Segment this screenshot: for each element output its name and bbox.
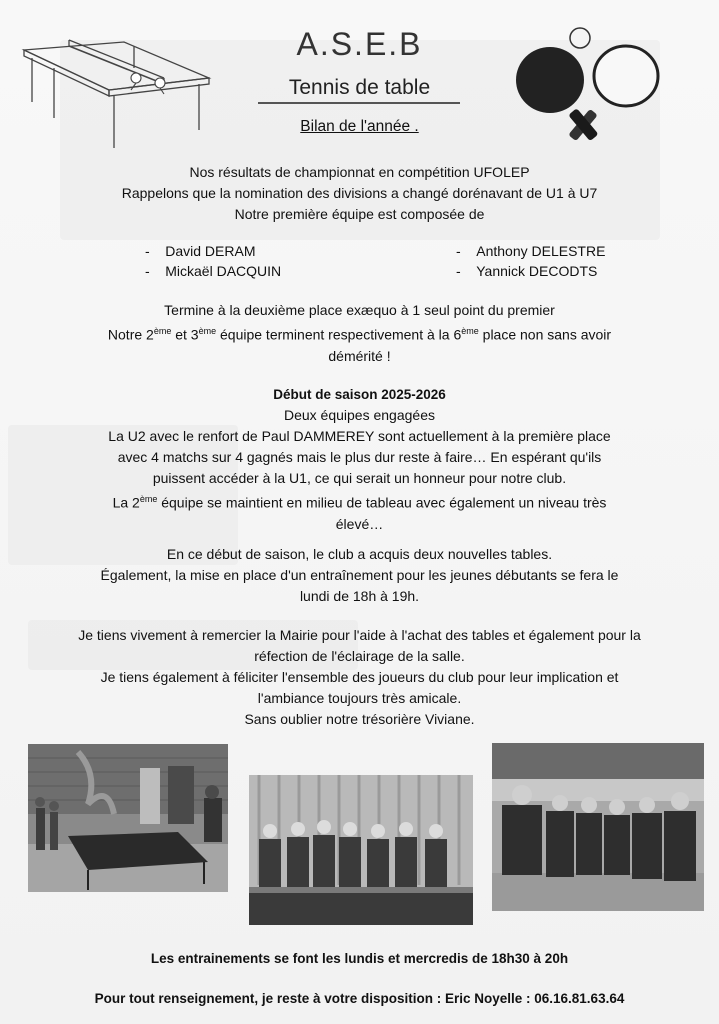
season-heading: Début de saison 2025-2026	[273, 387, 446, 402]
news-paragraph	[0, 544, 719, 607]
news-line-3: lundi de 18h à 19h.	[299, 588, 420, 604]
thanks-paragraph	[0, 625, 719, 730]
team-member	[456, 263, 597, 279]
training-room-photo	[28, 744, 228, 892]
season-line-5: La 2ème équipe se maintient en milieu de tableau avec également un niveau très	[112, 494, 607, 511]
season-line-6: élevé…	[335, 515, 384, 532]
results-paragraph	[0, 162, 719, 225]
results-line-3: Notre première équipe est composée de	[234, 206, 485, 222]
news-line-2: Également, la mise en place d'un entraînement pour les jeunes débutants se fera le	[100, 567, 619, 583]
season-line-2: La U2 avec le renfort de Paul DAMMEREY sont actuellement à la première place	[108, 428, 611, 444]
thanks-line-3: Je tiens également à féliciter l'ensemble des joueurs du club pour leur implication et	[100, 669, 619, 685]
thanks-line-5: Sans oublier notre trésorière Viviane.	[244, 711, 475, 727]
team-member-name: Anthony DELESTRE	[476, 243, 606, 259]
team-photo	[249, 775, 473, 925]
team-member-name: David DERAM	[165, 243, 256, 259]
contact-info: Pour tout renseignement, je reste à votre disposition : Eric Noyelle : 06.16.81.63.64	[94, 991, 625, 1006]
page-title: A.S.E.B	[296, 26, 423, 62]
team-member-name: Yannick DECODTS	[476, 263, 598, 279]
season-line-4: puissent accéder à la U1, ce qui serait un honneur pour notre club.	[152, 470, 567, 486]
news-line-1: En ce début de saison, le club a acquis deux nouvelles tables.	[166, 546, 553, 562]
team-member-name: Mickaël DACQUIN	[165, 263, 282, 279]
thanks-line-1: Je tiens vivement à remercier la Mairie pour l'aide à l'achat des tables et également pour la	[78, 627, 641, 643]
results-line-1: Nos résultats de championnat en compétition UFOLEP	[189, 164, 530, 180]
ranking-paragraph	[0, 300, 719, 367]
title-divider	[258, 102, 460, 104]
ranking-line-3: démérité !	[328, 347, 391, 364]
players-photo	[492, 743, 704, 911]
team-member	[456, 243, 605, 259]
season-line-3: avec 4 matchs sur 4 gagnés mais le plus dur reste à faire… En espérant qu'ils	[117, 449, 602, 465]
team-member	[145, 263, 281, 279]
page-subtitle: Tennis de table	[288, 76, 431, 99]
season-line-1: Deux équipes engagées	[283, 407, 435, 423]
bullet: -	[456, 263, 461, 279]
bullet: -	[145, 243, 150, 259]
season-paragraph	[0, 384, 719, 535]
results-line-2: Rappelons que la nomination des divisions a changé dorénavant de U1 à U7	[121, 185, 598, 201]
bullet: -	[456, 243, 461, 259]
thanks-line-2: réfection de l'éclairage de la salle.	[254, 648, 465, 664]
team-member	[145, 243, 255, 259]
section-heading-bilan: Bilan de l'année .	[300, 118, 419, 135]
training-schedule: Les entrainements se font les lundis et mercredis de 18h30 à 20h	[150, 951, 569, 966]
bullet: -	[145, 263, 150, 279]
thanks-line-4: l'ambiance toujours très amicale.	[257, 690, 462, 706]
ranking-line-2: Notre 2ème et 3ème équipe terminent respectivement à la 6ème place non sans avoir	[107, 326, 612, 343]
ranking-line-1: Termine à la deuxième place exæquo à 1 seul point du premier	[164, 302, 555, 318]
